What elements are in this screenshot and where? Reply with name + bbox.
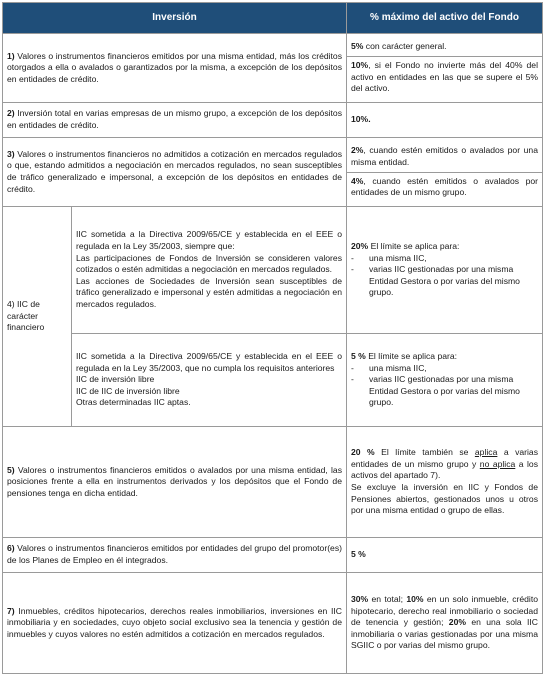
limit-underlined: no aplica [479, 458, 516, 469]
limit-text: El límite se aplica para: [365, 351, 458, 362]
row-number: 1) [7, 50, 15, 61]
limit-percent: 20% [351, 241, 369, 252]
iic-label-cell: 4) IIC de carácter financiero [3, 207, 72, 427]
limit-text: , cuando estén emitidos o avalados por una misma entidad. [351, 145, 538, 167]
table-row [3, 427, 543, 538]
limit-text: en un solo inmueble, crédito hipotecario, derecho real inmobiliario o sociedad de tenencia y gestión; [351, 594, 538, 628]
list-item: - varias IIC gestionadas por una misma Entidad Gestora o por varias del mismo grupo. [351, 264, 538, 299]
limit-text: El límite también se [374, 447, 475, 458]
investment-cell-2 [3, 103, 347, 138]
row-number: 3) [7, 148, 15, 159]
limit-text: , si el Fondo no invierte más del 40% del activo en entidades en las que se supere el 5% del activo. [351, 59, 538, 94]
limit-group-scope [351, 447, 538, 482]
limit-cell-6: 5 % [347, 538, 543, 573]
limit-exclusion: Se excluye la inversión en IIC y Fondos de Pensiones abiertos, gestionados unos u otros por una misma entidad o grupo de ellas. [351, 482, 538, 516]
limit-cell-7 [347, 573, 543, 674]
table-header-row [3, 3, 543, 34]
iic-compliant-cell [72, 207, 347, 334]
investment-cell-1 [3, 34, 347, 103]
limit-cell-2: 10%. [347, 103, 543, 138]
iic-line: Las participaciones de Fondos de Inversión se consideren valores cotizados o estén admitidas a negociación en mercados regulados. [76, 252, 342, 275]
investment-cell-7 [3, 573, 347, 674]
table-row [3, 138, 543, 207]
limit-group [347, 172, 542, 199]
table-row [3, 538, 543, 573]
limit-alternative [347, 56, 542, 95]
investment-text: Inversión total en varias empresas de un mismo grupo, a excepción de los depósitos en entidades de crédito. [7, 108, 342, 130]
table-row [3, 573, 543, 674]
investment-cell-6 [3, 538, 347, 573]
limit-cell-5 [347, 427, 543, 538]
limit-cell-4b [347, 334, 543, 427]
limit-percent: 4% [351, 175, 364, 186]
limit-cell-1 [347, 34, 543, 103]
investment-text: Valores o instrumentos financieros no admitidos a cotización en mercados regulados o que, estando admitidos a negociación en mercados regulados, no sean susceptibles de tráfico generalizado e impersonal, a excepción de los depósitos en entidades de crédito. [7, 148, 342, 194]
limit-general [351, 41, 538, 53]
limit-single-entity [351, 145, 538, 168]
limit-text: en total; [368, 594, 407, 605]
investment-text: Valores o instrumentos financieros emitidos por entidades del grupo del promotor(es) de los Planes de Empleo en él integrados. [7, 543, 342, 565]
row-number: 5) [7, 464, 15, 475]
limit-percent: 20 % [351, 447, 375, 458]
table-row [3, 207, 543, 334]
investment-cell-3 [3, 138, 347, 207]
investment-cell-5 [3, 427, 347, 538]
investment-text: Valores o instrumentos financieros emitidos por una misma entidad, más los créditos otorgados a ella o avalados o garantizados por la misma, a excepción de los depósitos en entidades de crédito. [7, 50, 342, 84]
limit-percent: 10% [406, 594, 424, 605]
row-number: 7) [7, 605, 15, 616]
investment-text: Inmuebles, créditos hipotecarios, derechos reales inmobiliarios, inversiones en IIC inmobiliaria y en sociedades, cuyo objeto social exclusivo sea la tenencia y gestión de inmuebles y cuyos valores no estén admitidos a cotización en mercados regulados. [7, 605, 342, 639]
limit-intro [351, 351, 538, 363]
limit-underlined: aplica [474, 447, 498, 458]
header-investment: Inversión [3, 3, 347, 34]
table-row [3, 334, 543, 427]
iic-line: IIC de IIC de inversión libre [76, 385, 180, 396]
table-row [3, 103, 543, 138]
header-max-percentage: % máximo del activo del Fondo [347, 3, 543, 34]
limit-percent: 5 % [351, 351, 366, 362]
limit-text: , cuando estén emitidos o avalados por entidades de un mismo grupo. [351, 175, 538, 198]
limit-text: en una sola IIC inmobiliaria o varias gestionadas por una misma SGIIC o por varias del mismo grupo. [351, 617, 538, 651]
iic-line: Otras determinadas IIC aptas. [76, 397, 191, 408]
limit-text: con carácter general. [363, 41, 447, 52]
iic-line: Las acciones de Sociedades de Inversión sean susceptibles de tráfico generalizado e impersonal y estén admitidas a negociación en mercados regulados. [76, 275, 342, 309]
iic-other-cell [72, 334, 347, 427]
row-number: 6) [7, 543, 15, 554]
iic-line: IIC de inversión libre [76, 374, 155, 385]
iic-line: IIC sometida a la Directiva 2009/65/CE y establecida en el EEE o regulada en la Ley 35/2003, siempre que: [76, 229, 342, 252]
list-item: - varias IIC gestionadas por una misma Entidad Gestora o por varias del mismo grupo. [351, 374, 538, 409]
limit-percent: 10% [351, 59, 369, 70]
limit-percent: 5% [351, 41, 364, 52]
limit-cell-4a [347, 207, 543, 334]
limit-intro [351, 241, 538, 253]
limit-percent: 2% [351, 145, 364, 156]
investment-text: Valores o instrumentos financieros emitidos o avalados por una misma entidad, las posiciones frente a ella en instrumentos derivados y los depósitos que el Fondo de pensiones tenga en dicha entidad. [7, 464, 342, 498]
limit-text: a varias entidades de un mismo grupo y [351, 447, 539, 469]
limit-percent: 30% [351, 594, 369, 605]
list-item: - una misma IIC, [351, 363, 538, 375]
investment-limits-table [2, 2, 543, 674]
limit-percent: 20% [448, 617, 466, 628]
list-item: - una misma IIC, [351, 253, 538, 265]
limit-text: El límite se aplica para: [368, 241, 460, 252]
row-number: 2) [7, 108, 15, 119]
limit-text: a los activos del apartado 7). [351, 458, 538, 481]
limit-cell-3 [347, 138, 543, 207]
iic-line: IIC sometida a la Directiva 2009/65/CE y establecida en el EEE o regulada en la Ley 35/2003, que no cumpla los requisitos anteriores [76, 351, 342, 373]
table-row [3, 34, 543, 103]
